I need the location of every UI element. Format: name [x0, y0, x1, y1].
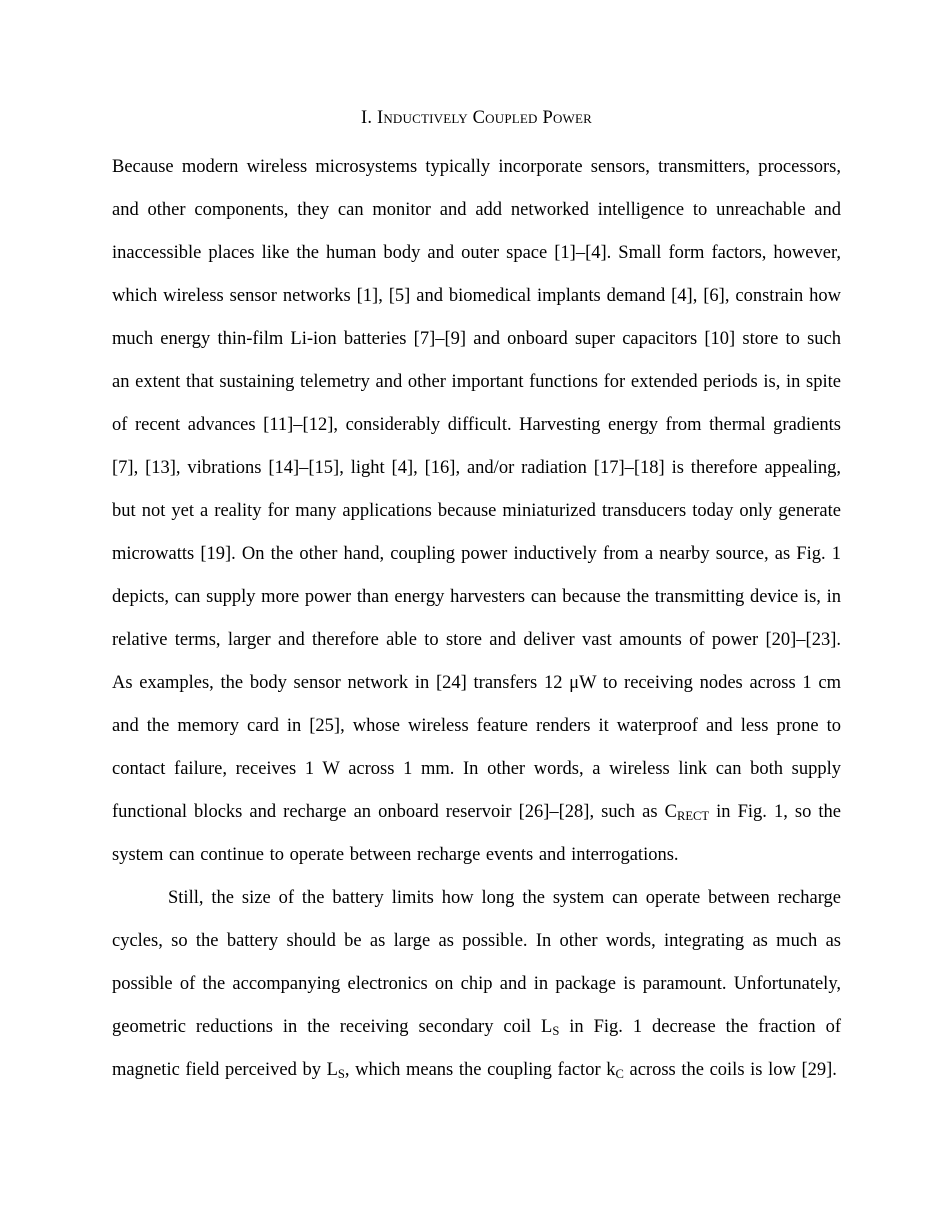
paragraph-inductively-coupled-power: Because modern wireless microsystems typically incorporate sensors, transmitters, processors, and other components, they can monitor and add networked intelligence to unreachable and inaccessible places like the human body and outer space [1]–[4]. Small form factors, however, which wireless sensor networks [1], [5] and biomedical implants demand [4], [6], constrain how much energy thin-film Li-ion batteries [7]–[9] and onboard super capacitors [10] store to such an extent that sustaining telemetry and other important functions for extended periods is, in spite of recent advances [11]–[12], considerably difficult. Harvesting energy from thermal gradients [7], [13], vibrations [14]–[15], light [4], [16], and/or radiation [17]–[18] is therefore appealing, but not yet a reality for many applications because miniaturized transducers today only generate microwatts [19]. On the other hand, coupling power inductively from a nearby source, as Fig. 1 depicts, can supply more power than energy harvesters can because the transmitting device is, in relative terms, larger and therefore able to store and deliver vast amounts of power [20]–[23]. As examples, the body sensor network in [24] transfers 12 μW to receiving nodes across 1 cm and the memory card in [25], whose wireless feature renders it waterproof and less prone to contact failure, receives 1 W across 1 mm. In other words, a wireless link can both supply functional blocks and recharge an onboard reservoir [26]–[28], such as $C_{RECT}$ in Fig. 1, so the system can continue to operate between recharge events and interrogations.: [112, 157, 841, 865]
body-text: [112, 146, 841, 1092]
paragraph-battery-size: Still, the size of the battery limits how long the system can operate between recharge cycles, so the battery should be as large as possible. In other words, integrating as much as possible of the accompanying electronics on chip and in package is paramount. Unfortunately, geometric reductions in the receiving secondary coil $L_S$ in Fig. 1 decrease the fraction of magnetic field perceived by $L_S$, which means the coupling factor $k_C$ across the coils is low [29].: [112, 888, 841, 1082]
section-heading: I. Inductively Coupled Power: [360, 108, 593, 128]
